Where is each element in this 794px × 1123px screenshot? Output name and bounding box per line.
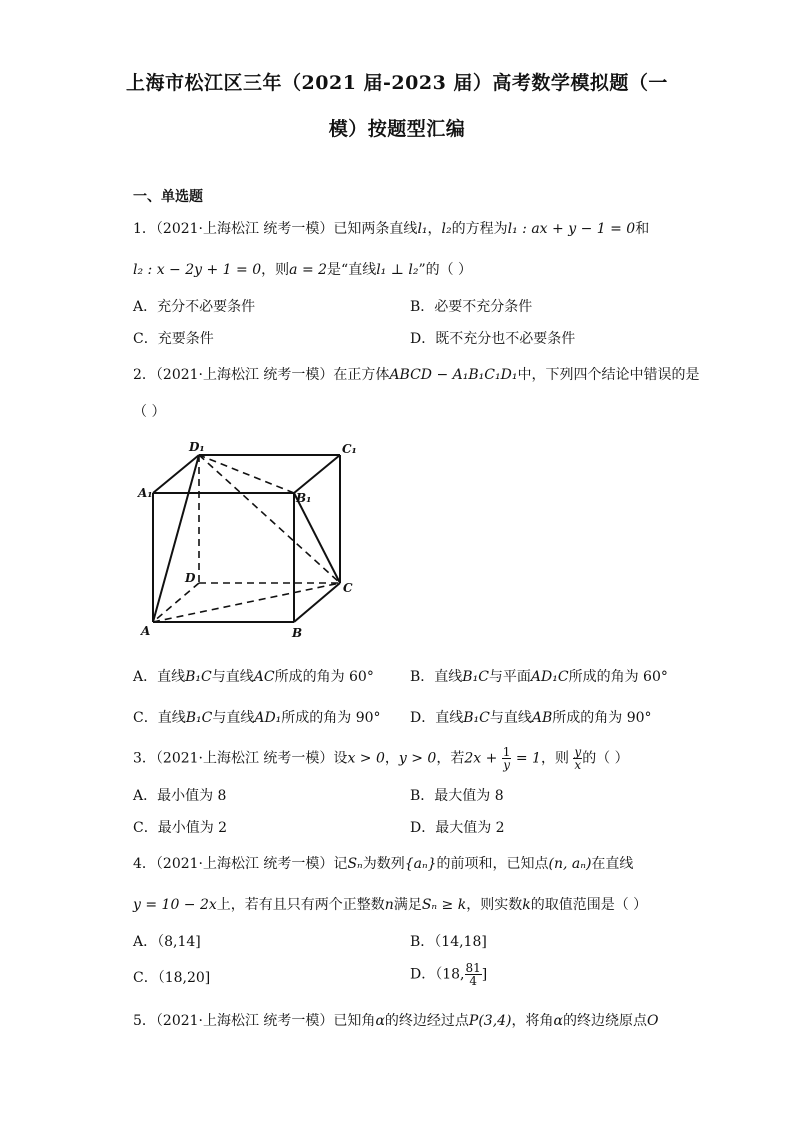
label-A: A [141, 624, 151, 638]
q4-fraction-81-over-4: $\frac{81}{4}$ [465, 961, 481, 988]
q4-stem-line1: 4．（2021·上海松江 统考一模）记Sₙ为数列{aₙ}的前项和，已知点(n, aₙ)在直线 [133, 856, 634, 872]
q1-stem-line1: 1．（2021·上海松江 统考一模）已知两条直线l₁，l₂的方程为l₁ : ax + y − 1 = 0和 [133, 221, 650, 237]
q3-fraction-y-over-x: $\frac{y}{x}$ [574, 745, 582, 772]
q3-fraction-1-over-y: $\frac{1}{y}$ [502, 745, 511, 772]
q2-option-c: C．直线B₁C与直线AD₁所成的角为 90° [133, 710, 381, 726]
edge-A1-D1 [153, 455, 199, 493]
label-C: C [343, 581, 353, 595]
hidden-edge-A-C [153, 583, 340, 622]
label-D1: D₁ [189, 440, 205, 454]
q1-option-b: B．必要不充分条件 [410, 299, 533, 315]
q5-stem: 5．（2021·上海松江 统考一模）已知角α的终边经过点P(3,4)，将角α的终边绕原点O [133, 1013, 659, 1029]
edge-B1-C [294, 493, 340, 583]
edge-C1-B1 [294, 455, 340, 493]
label-A1: A₁ [138, 486, 153, 500]
q2-option-a: A．直线B₁C与直线AC所成的角为 60° [133, 669, 374, 685]
q3-stem: 3．（2021·上海松江 统考一模）设x > 0，y > 0，若2x + $\frac{1}{y}$ = 1，则 $\frac{y}{x}$ 的（ ） [133, 745, 629, 772]
q1-stem-line2: l₂ : x − 2y + 1 = 0，则a = 2是“直线l₁ ⊥ l₂”的（ ） [133, 262, 473, 278]
q2-stem-line2: （ ） [133, 404, 166, 420]
label-D: D [185, 571, 196, 585]
hidden-edge-B1-D1 [199, 455, 294, 493]
q1-option-c: C．充要条件 [133, 331, 214, 347]
q2-stem-line1: 2．（2021·上海松江 统考一模）在正方体ABCD − A₁B₁C₁D₁中，下列四个结论中错误的是 [133, 367, 700, 383]
page-title-line2: 模）按题型汇编 [328, 118, 466, 140]
edge-A-D1 [153, 455, 199, 622]
q2-option-d: D．直线B₁C与直线AB所成的角为 90° [410, 710, 652, 726]
hidden-edge-D-A [153, 583, 199, 622]
q3-option-a: A．最小值为 8 [133, 788, 227, 804]
q4-option-a: A．（8,14] [133, 934, 201, 950]
page-title-line1: 上海市松江区三年（2021 届-2023 届）高考数学模拟题（一 [126, 72, 668, 94]
q4-option-b: B．（14,18] [410, 934, 487, 950]
q4-option-c: C．（18,20] [133, 970, 211, 986]
q1-option-d: D．既不充分也不必要条件 [410, 331, 576, 347]
label-B1: B₁ [296, 491, 312, 505]
q4-stem-line2: y = 10 − 2x上，若有且只有两个正整数n满足Sₙ ≥ k，则实数k的取值范围是（ ） [133, 897, 648, 913]
edge-C-B [294, 583, 340, 622]
q1-option-a: A．充分不必要条件 [133, 299, 256, 315]
q3-option-b: B．最大值为 8 [410, 788, 504, 804]
cube-figure [130, 432, 370, 642]
q2-option-b: B．直线B₁C与平面AD₁C所成的角为 60° [410, 669, 668, 685]
label-C1: C₁ [342, 442, 357, 456]
q3-option-d: D．最大值为 2 [410, 820, 505, 836]
q3-option-c: C．最小值为 2 [133, 820, 228, 836]
section-heading: 一、单选题 [133, 189, 203, 205]
label-B: B [292, 626, 303, 640]
hidden-edge-D1-C [199, 455, 340, 583]
q4-option-d: D．（18, $\frac{81}{4}$ ] [410, 961, 488, 988]
